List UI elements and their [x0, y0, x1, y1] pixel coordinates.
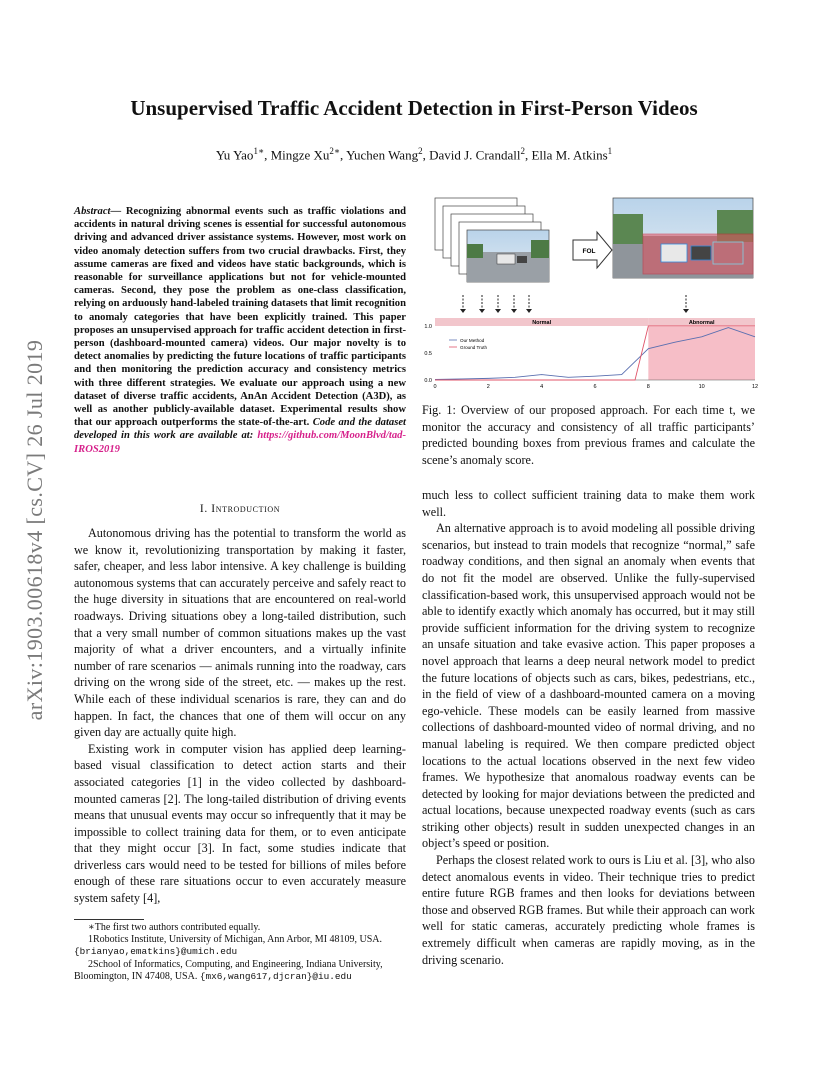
footnote-2-email: {mx6,wang617,djcran}@iu.edu [199, 970, 352, 982]
footnote-1-email: {brianyao,ematkins}@umich.edu [74, 946, 238, 958]
author-name: Yu Yao [215, 147, 254, 163]
legend [449, 338, 488, 350]
y-tick-label: 1.0 [424, 324, 432, 330]
author-affiliation-mark: 2∗ [329, 146, 341, 156]
paragraph-continued: much less to collect sufficient training data to make them work well. [422, 488, 755, 519]
fol-arrow [573, 232, 612, 268]
abstract-text: Recognizing abnormal events such as traffic violations and accidents in natural driving scenes is essential for successful autonomous driving and advanced driver assistance systems. However, most work on video anomaly detection suffers from two crucial drawbacks. First, they assume cameras are fixed and videos have static backgrounds, which is reasonable for surveillance applications but not for vehicle-mounted cameras. Second, they pose the problem as one-class classification, relying on arduously hand-labeled training datasets that limit recognition to anomaly categories that have been explicitly trained. This paper proposes an unsupervised approach for traffic accident detection in first-person (dashboard-mounted camera) videos. Our major novelty is to detect anomalies by predicting the future locations of traffic participants and then monitoring the prediction accuracy and consistency metrics with three different strategies. We evaluate our approach using a new dataset of diverse traffic accidents, AnAn Accident Detection (A3D), as well as another publicly-available dataset. Experimental results show that our approach outperforms the state-of-the-art. [74, 206, 406, 429]
paragraph-alternative: An alternative approach is to avoid modeling all possible driving scenarios, but instead to train models that recognize “normal,” safe roadway conditions, and then signal an anomaly when events that do not fit the model are observed. Unlike the fully-supervised classification-based work, this unsupervised approach would not be able to identify exactly which anomaly has occurred, but it may still provide sufficient information for the driving system to recognize an unsafe situation and take evasive action. This paper proposes a novel approach that learns a deep neural network model to predict the future locations of objects such as cars, bikes, pedestrians, etc., in the field of view of a dashboard-mounted camera on a moving ego-vehicle. These models can be easily learned from massive collections of dashboard-mounted video of normal driving, and no manual labeling is required. We then compare predicted object locations to the actual locations observed in the next few video frames. We hypothesize that anomalous roadway events can be detected by looking for major deviations between the predicted and actual locations, because unexpected roadway events (such as cars striking other objects) result in sudden unexpected changes in an object’s speed or position. [422, 521, 755, 851]
x-tick-label: 4 [540, 384, 544, 390]
legend-ground-truth: Ground Truth [460, 345, 488, 350]
x-tick-label: 8 [646, 384, 650, 390]
footnote-rule [74, 919, 144, 920]
intro-paragraph-2: Existing work in computer vision has applied deep learning-based visual classification to detect action starts and their associated categories [1] in the video collected by dashboard-mounted cameras [2]. The long-tailed distribution of driving events means that unusual events may occur so infrequently that it may be impossible to collect training data for them, or to even anticipate that they might occur [3]. In fact, some studies indicate that driverless cars would need to be tested for billions of miles before enough of these rare situations occur to even accurately measure system safety [4], [74, 741, 406, 906]
footnote-2 [74, 959, 406, 983]
output-frame [613, 198, 753, 278]
section-title: Introduction [211, 503, 281, 515]
anomaly-score-chart [424, 318, 758, 390]
left-column-body [74, 525, 406, 907]
fol-label: FOL [582, 248, 596, 255]
paper-title: Unsupervised Traffic Accident Detection in First-Person Videos [130, 96, 698, 120]
footnote-1-text: 1Robotics Institute, University of Michigan, Ann Arbor, MI 48109, USA. [88, 934, 383, 946]
author-affiliation-mark: 2 [520, 146, 525, 156]
author-affiliation-mark: 1 [607, 146, 613, 156]
author-name: David J. Crandall [429, 147, 521, 163]
x-tick-label: 6 [593, 384, 597, 390]
intro-paragraph-1: Autonomous driving has the potential to transform the world as we know it, revolutionizing transportation by making it faster, safer, cheaper, and less labor intensive. A key challenge is building autonomous systems that can accurately perceive and safely react to the huge diversity in situations that are encountered on real-world roadways. Driving situations obey a long-tailed distribution, such that a very small number of common situations makes up the vast majority of what a driver encounters, and a virtually infinite number of rare scenarios — animals running into the roadway, cars driving on the wrong side of the street, etc. — makes up the rest. While each of these individual scenarios is rare, they can and do happen. In fact, the chances that one of them will occur on any given day are actually quite high. [74, 526, 406, 740]
section-number: I. [199, 503, 208, 515]
code-link[interactable]: https://github.com/MoonBlvd/tad-IROS2019 [74, 430, 406, 455]
abstract: Abstract— Recognizing abnormal events such as traffic violations and accidents in natural driving scenes is essential for successful autonomous driving and advanced driver assistance systems. However, most work on video anomaly detection suffers from two crucial drawbacks. First, they assume cameras are fixed and videos have static backgrounds, which is reasonable for surveillance applications but not for vehicle-mounted cameras. Second, they pose the problem as one-class classification, relying on arduously hand-labeled training datasets that limit recognition to anomaly categories that have been explicitly trained. This paper proposes an unsupervised approach for traffic accident detection in first-person (dashboard-mounted camera) videos. Our major novelty is to detect anomalies by predicting the future locations of traffic participants and then monitoring the prediction accuracy and consistency metrics with three different strategies. We evaluate our approach using a new dataset of diverse traffic accidents, AnAn Accident Detection (A3D), as well as another publicly-available dataset. Experimental results show that our approach outperforms the state-of-the-art. Code and the dataset developed in this work are available at: https://github.com/MoonBlvd/tad-IROS2019 [74, 206, 406, 455]
footnotes [74, 922, 406, 983]
caption-label: Fig. 1: [422, 403, 456, 417]
footnote-1 [74, 934, 406, 958]
caption-text: Overview of our proposed approach. For each time t, we monitor the accuracy and consistency of all traffic participants’ predicted bounding boxes from previous frames and calculate the scene’s anomaly score. [422, 403, 755, 467]
code-note: Code and the dataset developed in this work are available at: [74, 417, 406, 442]
section-heading [74, 503, 406, 515]
arxiv-id: arXiv:1903.00618v4 [cs.CV] 26 Jul 2019 [22, 339, 47, 721]
author-list: Yu Yao$^{1∗}$, Mingze $Xu^{2∗}$, Yuchen Wang$^2$, David J. Crandall$^2$, Ella M. Atkins$^1$ [215, 146, 613, 163]
author-affiliation-mark: 1∗ [253, 146, 265, 156]
footnote-2-text: 2School of Informatics, Computing, and Engineering, Indiana University, Bloomington, IN 47408, USA. [74, 958, 383, 982]
author-affiliation-mark: 2 [418, 146, 423, 156]
author-name: Ella M. Atkins [531, 147, 608, 163]
y-tick-label: 0.0 [424, 378, 432, 384]
x-tick-label: 12 [751, 384, 759, 390]
figure-1 [405, 190, 760, 396]
x-tick-label: 0 [433, 384, 437, 390]
abstract-label: Abstract [74, 206, 111, 217]
x-tick-label: 10 [698, 384, 705, 390]
paragraph-related: Perhaps the closest related work to ours is Liu et al. [3], who also detect anomalous events in video. Their technique tries to predict entire future RGB frames and then looks for deviations between those and observed RGB frames. But while their approach can work well for static cameras, accurately predicting whole frames is extremely difficult when cameras are rapidly moving, as in the driving scenario. [422, 853, 755, 967]
abnormal-region [648, 327, 755, 380]
author-name: Mingze Xu [270, 147, 330, 163]
normal-label: Normal [532, 320, 552, 326]
input-frame-stack [435, 198, 549, 282]
author-name: Yuchen Wang [346, 147, 419, 163]
y-tick-label: 0.5 [424, 351, 432, 357]
legend-our-method: Our Method [460, 338, 485, 343]
footnote-equal: ∗The first two authors contributed equally. [88, 922, 261, 933]
abnormal-label: Abnormal [688, 320, 715, 326]
x-tick-label: 2 [486, 384, 490, 390]
arxiv-sidebar [20, 300, 50, 760]
time-arrows [463, 295, 686, 310]
figure-caption [422, 402, 755, 468]
right-column-body [422, 487, 755, 968]
